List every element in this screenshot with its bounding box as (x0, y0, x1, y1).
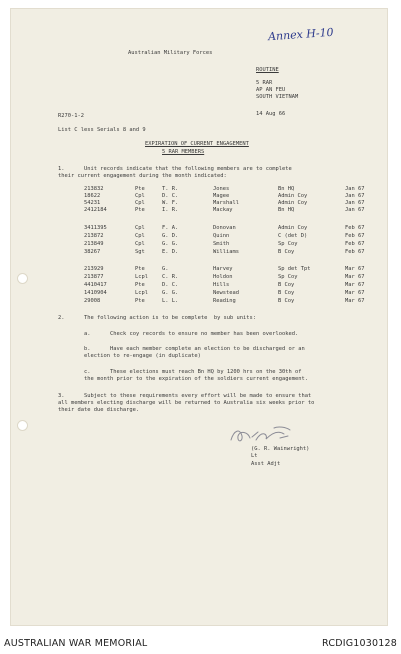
subpara-label: b. (84, 346, 91, 352)
table-row: 213929 Pte G. Harvey Sp det Tpt Mar 67 (84, 266, 365, 272)
para-number: 1. (58, 166, 65, 172)
subpara-text: the month prior to the expiration of the soldiers current engagement. (84, 376, 308, 382)
table-row: 54231 Cpl W. F. Marshall Admin Coy Jan 67 (84, 200, 365, 206)
footer-record-id: RCDIG1030128 (322, 638, 397, 649)
table-row: 213832 Pte T. R. Jones Bn HQ Jan 67 (84, 186, 365, 192)
para-text: The following action is to be complete by sub units: (84, 315, 257, 321)
table-row: 1410904 Lcpl G. G. Newstead B Coy Mar 67 (84, 290, 365, 296)
subpara-text: Check coy records to ensure no member has been overlooked. (110, 331, 299, 337)
table-row: 18622 Cpl D. C. Magee Admin Coy Jan 67 (84, 193, 365, 199)
table-row: 29008 Pte L. L. Reading B Coy Mar 67 (84, 298, 365, 304)
classification: ROUTINE (256, 67, 279, 73)
document-subtitle: 5 RAR MEMBERS (162, 149, 205, 155)
signatory-rank: Lt (251, 453, 258, 459)
file-reference: R270-1-2 (58, 113, 84, 119)
punch-hole (17, 420, 28, 431)
subpara-label: a. (84, 331, 91, 337)
table-row: 213849 Cpl G. G. Smith Sp Coy Feb 67 (84, 241, 365, 247)
table-row: 3411395 Cpl F. A. Donovan Admin Coy Feb 67 (84, 225, 365, 231)
signatory-role: Asst Adjt (251, 461, 281, 467)
para-text: Subject to these requirements every effort will be made to ensure that (84, 393, 312, 399)
punch-hole (17, 273, 28, 284)
table-row: 213872 Cpl G. D. Quinn C (det D) Feb 67 (84, 233, 365, 239)
list-reference: List C less Serials 8 and 9 (58, 127, 146, 133)
para-number: 2. (58, 315, 65, 321)
subpara-text: Have each member complete an election to be discharged or an (110, 346, 305, 352)
document-title: EXPIRATION OF CURRENT ENGAGEMENT (145, 141, 249, 147)
subpara-text: election to re-engage (in duplicate) (84, 353, 201, 359)
organization-heading: Australian Military Forces (128, 50, 213, 56)
unit-line: SOUTH VIETNAM (256, 94, 299, 100)
para-text: Unit records indicate that the following members are to complete (84, 166, 292, 172)
table-row: 213877 Lcpl C. R. Holdon Sp Coy Mar 67 (84, 274, 365, 280)
document-date: 14 Aug 66 (256, 111, 286, 117)
signature-mark (228, 424, 298, 446)
para-text: their date due discharge. (58, 407, 140, 413)
handwritten-annotation: Annex H-10 (267, 25, 335, 44)
para-text: all members electing discharge will be returned to Australia six weeks prior to (58, 400, 315, 406)
table-row: 2412184 Pte I. R. Mackay Bn HQ Jan 67 (84, 207, 365, 213)
table-row: 4410417 Pte D. C. Hills B Coy Mar 67 (84, 282, 365, 288)
table-row: 38267 Sgt E. D. Williams B Coy Feb 67 (84, 249, 365, 255)
unit-line: 5 RAR (256, 80, 273, 86)
unit-line: AP AN FEU (256, 87, 286, 93)
para-text: their current engagement during the month indicated: (58, 173, 227, 179)
subpara-label: c. (84, 369, 91, 375)
para-number: 3. (58, 393, 65, 399)
footer-source: AUSTRALIAN WAR MEMORIAL (4, 638, 148, 649)
signatory-name: (G. R. Wainwright) (251, 446, 310, 452)
subpara-text: These elections must reach Bn HQ by 1200 hrs on the 30th of (110, 369, 302, 375)
